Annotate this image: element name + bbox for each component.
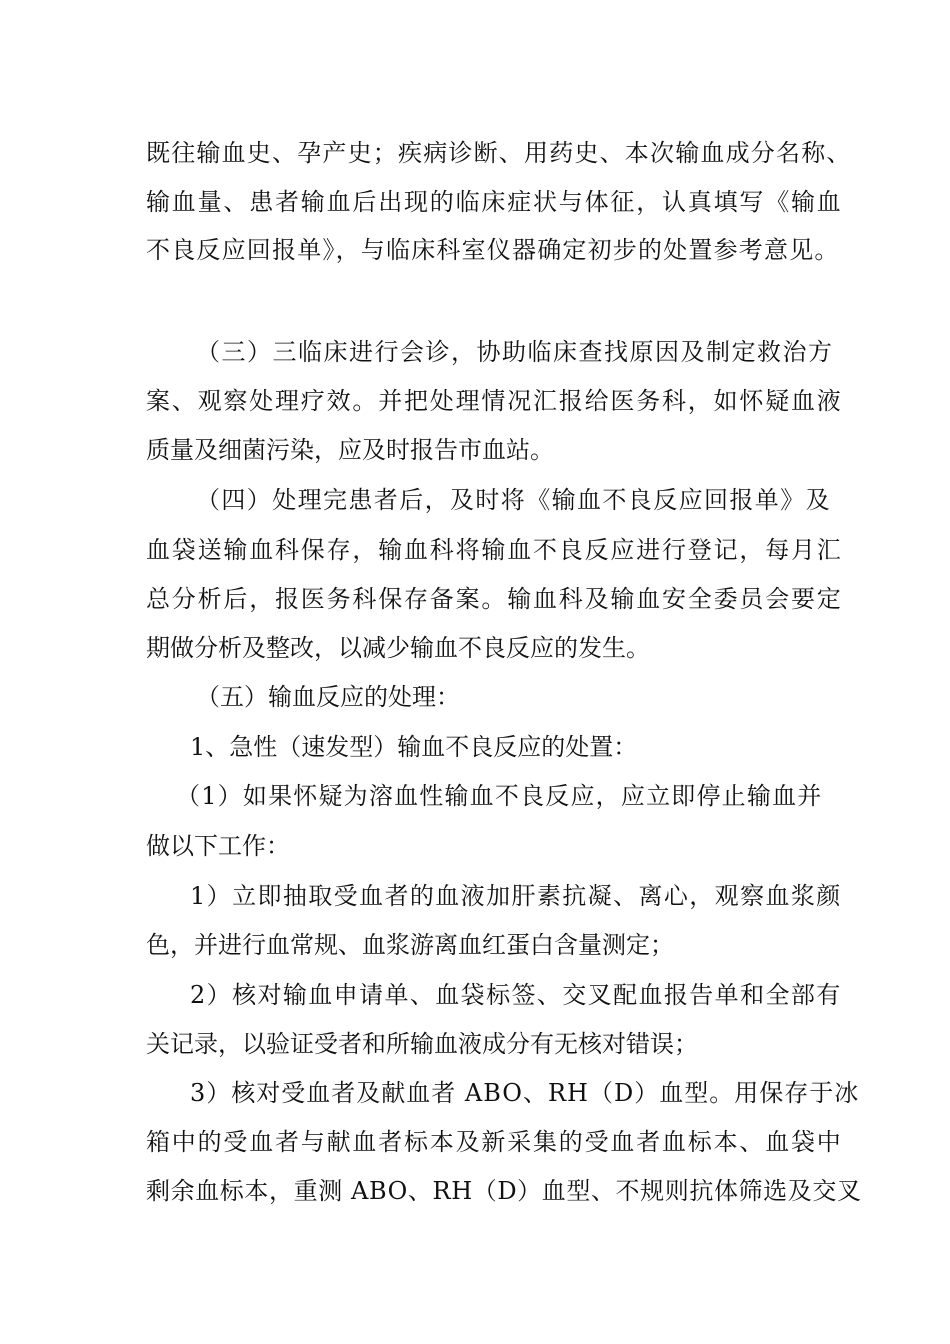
text-line: 1、急性（速发型）输血不良反应的处置：	[190, 733, 638, 761]
text-line: （三）三临床进行会诊，协助临床查找原因及制定救治方	[196, 338, 834, 366]
text-line: 剩余血标本，重测 ABO、RH（D）血型、不规则抗体筛选及交叉	[146, 1177, 862, 1205]
text-line: （五）输血反应的处理：	[196, 683, 460, 711]
text-line: 质量及细菌污染，应及时报告市血站。	[146, 436, 554, 464]
text-line: 1）立即抽取受血者的血液加肝素抗凝、离心，观察血浆颜	[190, 882, 842, 910]
text-line: 血袋送输血科保存，输血科将输血不良反应进行登记，每月汇	[146, 536, 843, 564]
text-line: 关记录，以验证受者和所输血液成分有无核对错误；	[146, 1030, 698, 1058]
text-line: 输血量、患者输血后出现的临床症状与体征，认真填写《输血	[146, 188, 843, 216]
text-line: （1）如果怀疑为溶血性输血不良反应，应立即停止输血并	[176, 782, 823, 810]
text-line: 3）核对受血者及献血者 ABO、RH（D）血型。用保存于冰	[190, 1079, 860, 1107]
text-line: 案、观察处理疗效。并把处理情况汇报给医务科，如怀疑血液	[146, 387, 843, 415]
text-line: 不良反应回报单》，与临床科室仪器确定初步的处置参考意见。	[146, 236, 840, 264]
text-line: 做以下工作：	[146, 832, 290, 860]
text-line: 色，并进行血常规、血浆游离血红蛋白含量测定；	[146, 931, 674, 959]
text-line: （四）处理完患者后，及时将《输血不良反应回报单》及	[196, 486, 831, 514]
text-line: 总分析后，报医务科保存备案。输血科及输血安全委员会要定	[146, 585, 843, 613]
text-line: 期做分析及整改，以减少输血不良反应的发生。	[146, 634, 650, 662]
text-line: 箱中的受血者与献血者标本及新采集的受血者血标本、血袋中	[146, 1128, 843, 1156]
text-line: 既往输血史、孕产史；疾病诊断、用药史、本次输血成分名称、	[146, 139, 852, 167]
text-line: 2）核对输血申请单、血袋标签、交叉配血报告单和全部有	[190, 981, 842, 1009]
